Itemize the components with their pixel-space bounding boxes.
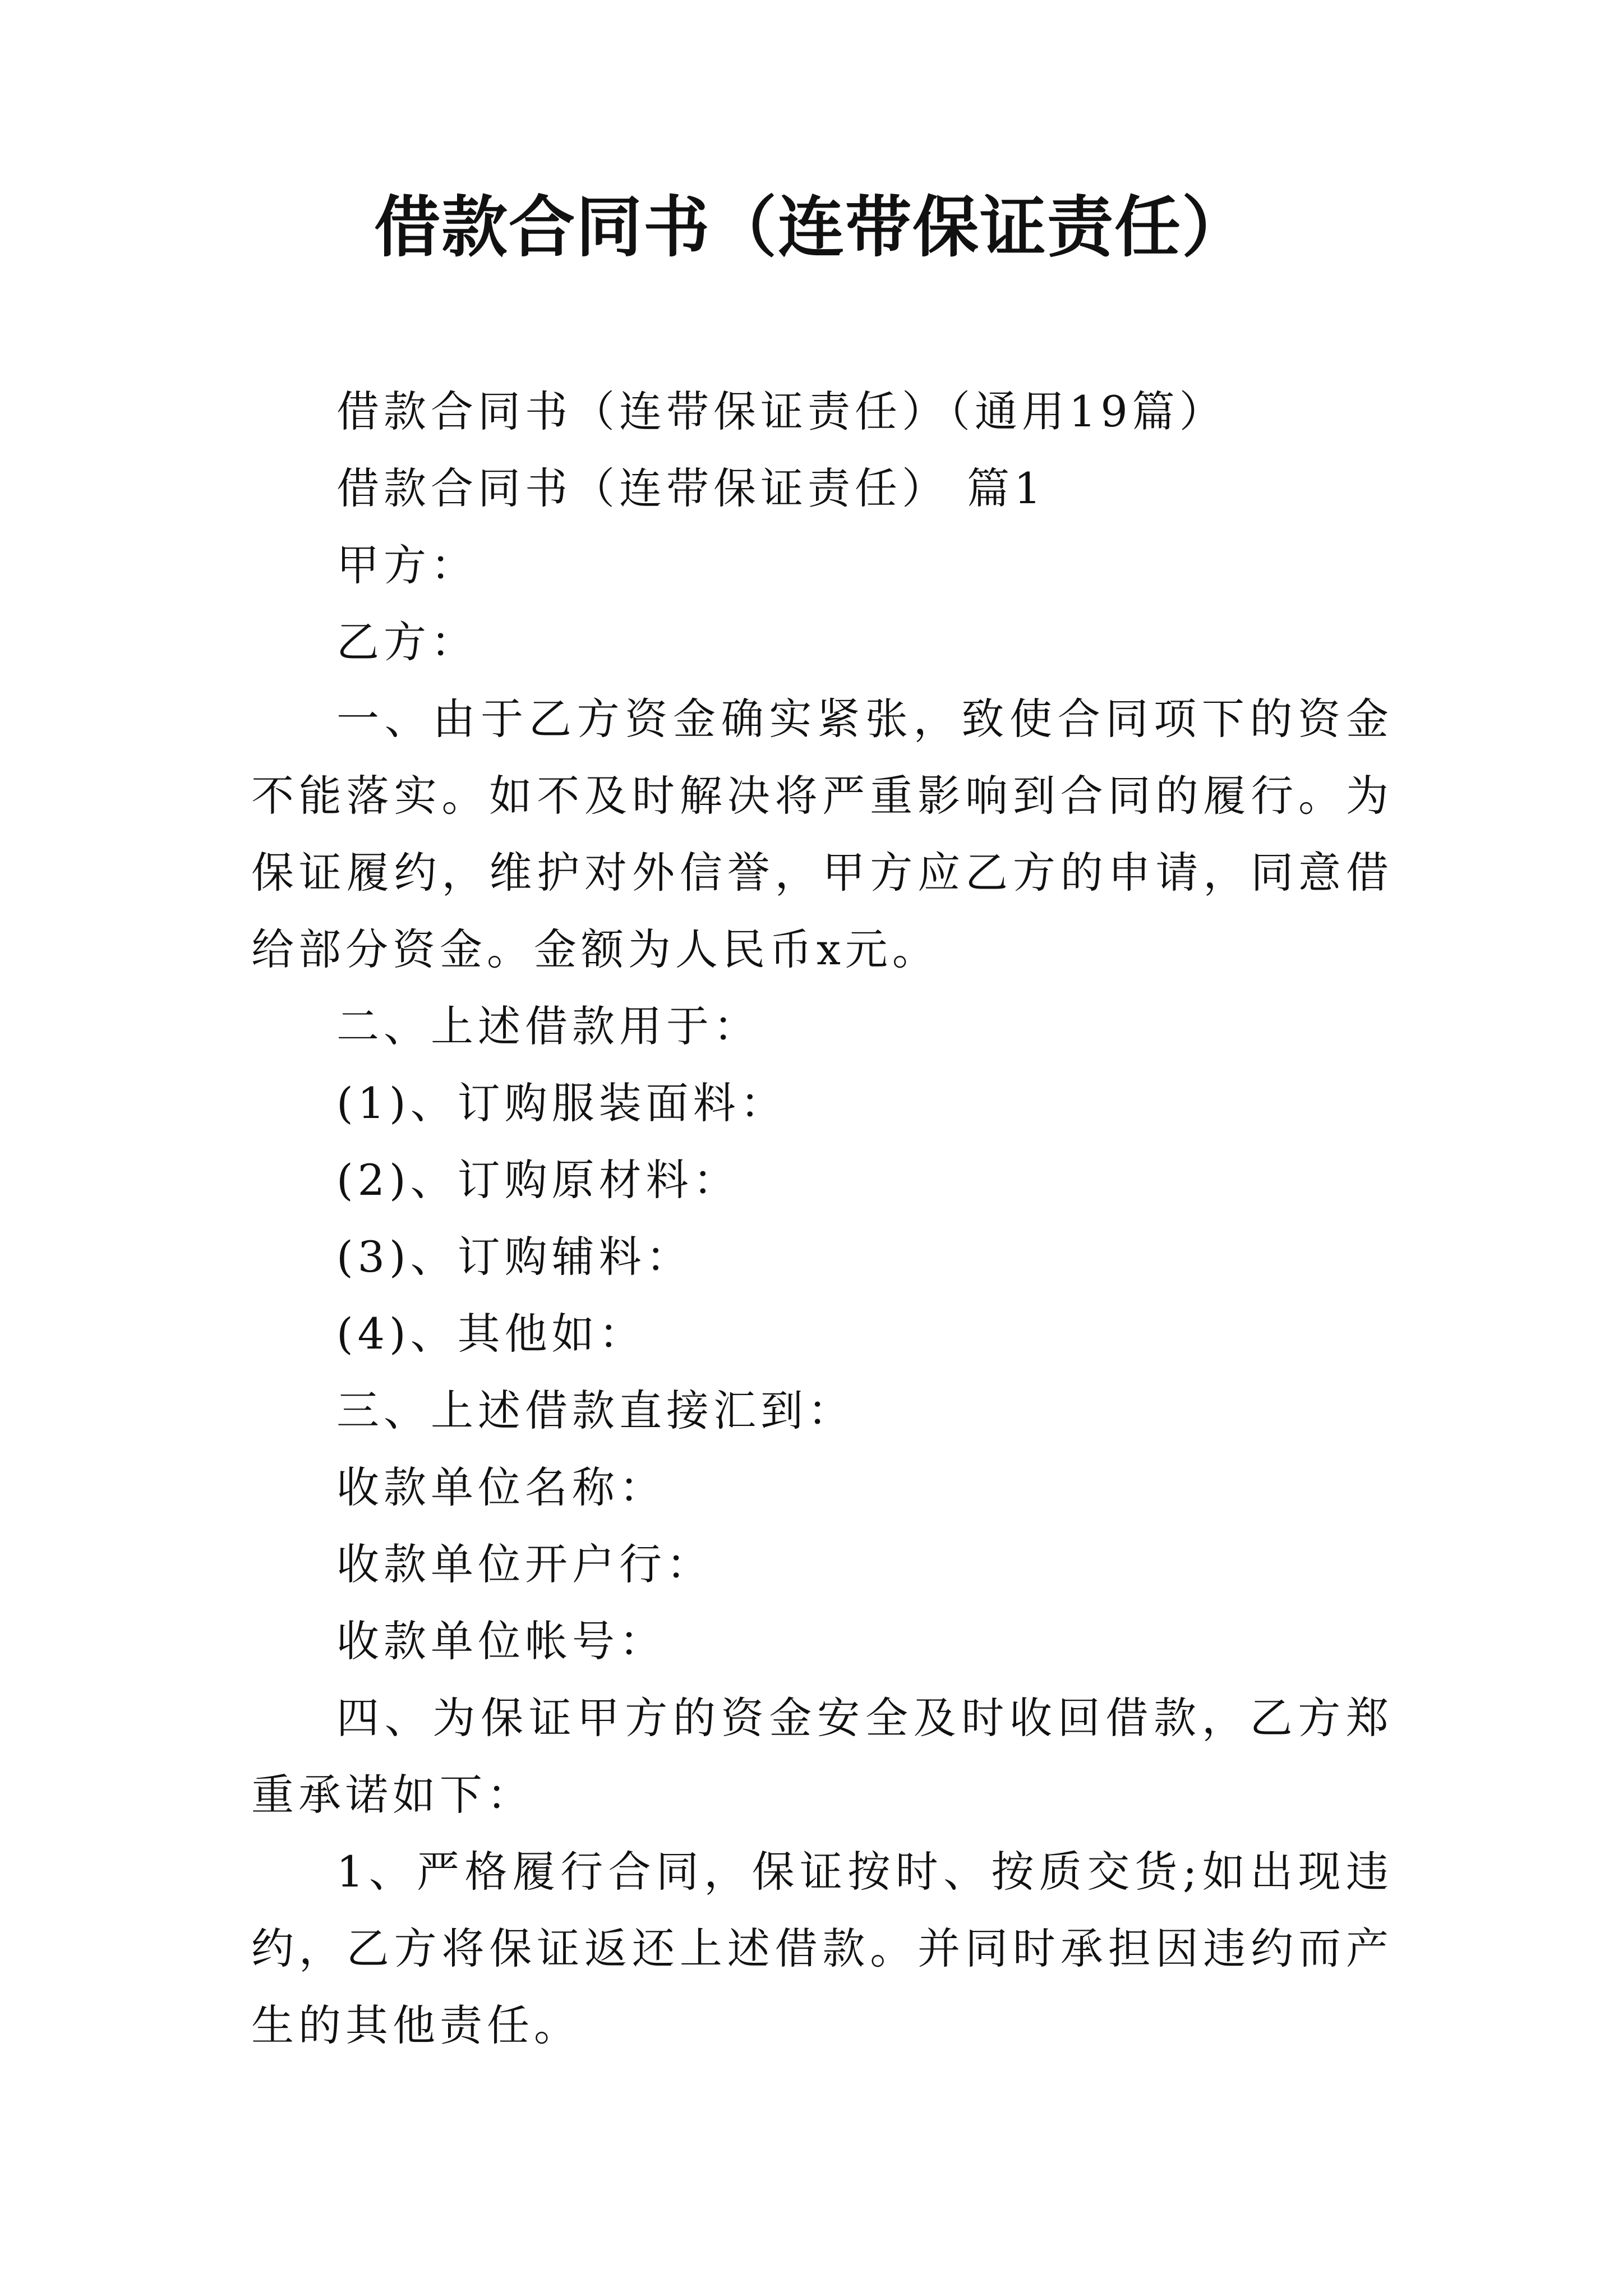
commitment-1-paragraph: 1、严格履行合同，保证按时、按质交货;如出现违约，乙方将保证返还上述借款。并同时承担因违约而产生的其他责任。 bbox=[251, 1847, 1393, 2050]
party-a-line: 甲方： bbox=[336, 540, 478, 590]
payee-bank-line: 收款单位开户行： bbox=[336, 1539, 713, 1589]
subtitle-paragraph: 借款合同书（连带保证责任）（通用19篇） bbox=[336, 386, 1227, 436]
usage-item-3: (3)、订购辅料： bbox=[336, 1232, 693, 1282]
section-heading: 借款合同书（连带保证责任） 篇1 bbox=[336, 463, 1046, 513]
payee-name-line: 收款单位名称： bbox=[336, 1462, 666, 1512]
clause-3-heading: 三、上述借款直接汇到： bbox=[336, 1386, 855, 1435]
usage-item-4: (4)、其他如： bbox=[336, 1309, 646, 1359]
document-title: 借款合同书（连带保证责任） bbox=[374, 188, 1249, 266]
document-body bbox=[251, 373, 1393, 2064]
clause-1-paragraph: 一、由于乙方资金确实紧张，致使合同项下的资金不能落实。如不及时解决将严重影响到合同的履行。为保证履约，维护对外信誉，甲方应乙方的申请，同意借给部分资金。金额为人民币x元。 bbox=[251, 694, 1393, 974]
usage-item-2: (2)、订购原材料： bbox=[336, 1155, 740, 1205]
payee-account-line: 收款单位帐号： bbox=[336, 1616, 666, 1666]
clause-4-paragraph: 四、为保证甲方的资金安全及时收回借款，乙方郑重承诺如下： bbox=[251, 1693, 1393, 1820]
party-b-line: 乙方： bbox=[336, 617, 478, 667]
usage-item-1: (1)、订购服装面料： bbox=[336, 1078, 787, 1128]
clause-2-heading: 二、上述借款用于： bbox=[336, 1001, 760, 1051]
